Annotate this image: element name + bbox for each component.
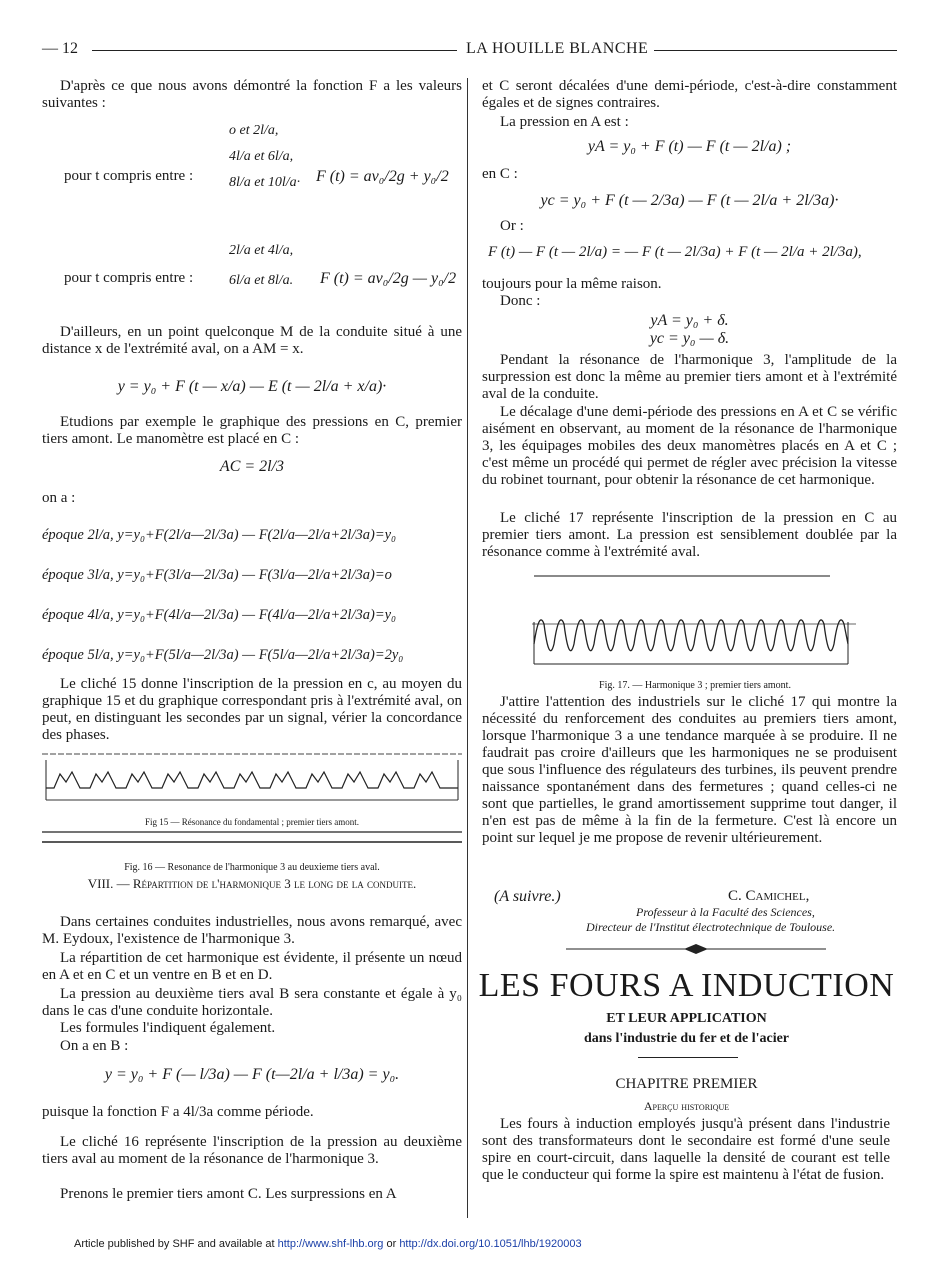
- paragraph: La pression en A est :: [500, 114, 629, 130]
- range: o et 2l/a,: [229, 123, 279, 138]
- paragraph: et C seront décalées d'une demi-période, c'est-à-dire constamment égales et de signes contraires.: [482, 78, 897, 111]
- footer-link-shf[interactable]: http://www.shf-lhb.org: [277, 1238, 384, 1250]
- paragraph: Or :: [500, 218, 524, 234]
- ornament-divider: [566, 942, 826, 956]
- epoch-equation: époque 4l/a, y=y₀+F(4l/a—2l/3a) — F(4l/a—2l/a+2l/3a)=y₀: [42, 607, 397, 623]
- chapter-subtitle: Aperçu historique: [643, 1099, 730, 1113]
- paragraph: Dans certaines conduites industrielles, nous avons remarqué, avec M. Eydoux, l'existence de l'harmonique 3.: [42, 914, 462, 947]
- equation: y = y₀ + F (t — x/a) — E (t — 2l/a + x/a)·: [117, 378, 387, 395]
- footer-or: or: [383, 1238, 400, 1250]
- footer: [74, 1238, 874, 1250]
- paragraph: D'ailleurs, en un point quelconque M de la conduite situé à une distance x de l'extrémité aval, on a AM = x.: [42, 324, 462, 357]
- equation: F (t) = av₀/2g — y₀/2: [320, 270, 457, 287]
- case-label: pour t compris entre :: [64, 168, 194, 184]
- case-label: pour t compris entre :: [64, 270, 194, 286]
- footer-link-doi[interactable]: http://dx.doi.org/10.1051/lhb/1920003: [399, 1238, 582, 1250]
- article-subtitle: ET LEUR APPLICATION: [606, 1011, 767, 1026]
- paragraph: Le décalage d'une demi-période des pressions en A et C se vérific aisément en observant, au moment de la résonance de l'harmonique 3, les équipages mobiles des deux manomètres placés en A et C ; c'est même un procédé qui permet de régler avec précision la vitesse du robinet tournant, pour obtenir la résonance de cet harmonique.: [482, 404, 897, 488]
- paragraph: Prenons le premier tiers amont C. Les surpressions en A: [60, 1186, 397, 1202]
- paragraph: On a en B :: [60, 1038, 129, 1054]
- equation: yA = y₀ + δ.: [650, 312, 729, 329]
- figure-15: [42, 752, 462, 807]
- figure-caption: Fig. 17. — Harmonique 3 ; premier tiers amont.: [599, 680, 791, 691]
- paragraph: D'après ce que nous avons démontré la fonction F a les valeurs suivantes :: [42, 78, 462, 111]
- chapter-title: CHAPITRE PREMIER: [615, 1076, 758, 1092]
- equation: yc = y₀ — δ.: [649, 330, 730, 347]
- journal-title: LA HOUILLE BLANCHE: [466, 40, 649, 57]
- paragraph: La répartition de cet harmonique est évidente, il présente un nœud en A et en C et un ventre en B et en D.: [42, 950, 462, 983]
- paragraph: en C :: [482, 166, 518, 182]
- equation: F (t) = av₀/2g + y₀/2: [316, 168, 449, 185]
- case-ranges: [229, 236, 293, 296]
- a-suivre: (A suivre.): [494, 888, 561, 905]
- paragraph: J'attire l'attention des industriels sur le cliché 17 qui montre la nécessité du renforcement des conduites au premiers tiers amont, lorsque l'harmonique 3 a une tendance marquée à se produire. Il ne faudrait pas croire d'ailleurs que les harmoniques ne se produisent que sous l'influence des régulateurs des turbines, ils peuvent prendre naissance spontanément dans des fermetures ; quand celles-ci ne sont que partielles, le grand amortissement supprime tout danger, il n'en est pas de même à la fin de la fermeture. C'est là encore un point sur lequel je me propose de revenir ultérieurement.: [482, 694, 897, 846]
- equation: F (t) — F (t — 2l/a) = — F (t — 2l/3a) + F (t — 2l/a + 2l/3a),: [488, 244, 862, 260]
- equation: yc = y₀ + F (t — 2/3a) — F (t — 2l/a + 2l/3a)·: [540, 192, 839, 209]
- divider: [638, 1057, 738, 1058]
- paragraph: Pendant la résonance de l'harmonique 3, l'amplitude de la surpression est donc la même au premier tiers amont et à l'extrémité aval de la conduite.: [482, 352, 897, 402]
- affiliation: Directeur de l'Institut électrotechnique de Toulouse.: [586, 920, 836, 934]
- equation: AC = 2l/3: [219, 458, 285, 475]
- header-rule: [654, 50, 897, 51]
- epoch-list: [42, 515, 467, 675]
- paragraph: puisque la fonction F a 4l/3a comme période.: [42, 1104, 314, 1120]
- paragraph: Les formules l'indiquent également.: [60, 1020, 276, 1036]
- footer-text: Article published by SHF and available at: [74, 1238, 278, 1250]
- case-ranges: [229, 118, 300, 196]
- range: 4l/a et 6l/a,: [229, 149, 294, 164]
- function-cases: [64, 118, 464, 318]
- column-separator: [467, 78, 468, 1218]
- paragraph: Le cliché 15 donne l'inscription de la pression en c, au moyen du graphique 15 et du graphique correspondant pris à l'extrémité aval, on peut, en distinguant les secondes par un signal, vérier la concordance des phases.: [42, 676, 462, 743]
- paragraph: Le cliché 16 représente l'inscription de la pression au deuxième tiers aval au moment de la résonance de l'harmonique 3.: [42, 1134, 462, 1167]
- range: 2l/a et 4l/a,: [229, 243, 294, 258]
- range: 8l/a et 10l/a·: [229, 175, 301, 190]
- paragraph: Le cliché 17 représente l'inscription de la pression en C au premier tiers amont. La pression est sensiblement doublée par la résonance comme à l'extrémité aval.: [482, 510, 897, 560]
- paragraph: toujours pour la même raison.: [482, 276, 662, 292]
- figure-17: [530, 568, 860, 668]
- figure-caption: Fig 15 — Résonance du fondamental ; premier tiers amont.: [145, 817, 359, 827]
- header-rule: [92, 50, 457, 51]
- paragraph: Les fours à induction employés jusqu'à présent dans l'industrie sont des transformateurs dont le secondaire est formé d'une seule spire en court-circuit, dans laquelle la densité de courant est telle que le conducteur qui forme la spire est maintenu à l'état de fusion.: [482, 1116, 890, 1183]
- equation: yA = y₀ + F (t) — F (t — 2l/a) ;: [587, 138, 792, 155]
- paragraph: Etudions par exemple le graphique des pressions en C, premier tiers amont. Le manomètre est placé en C :: [42, 414, 462, 447]
- section-title: VIII. — Répartition de l'harmonique 3 le long de la conduite.: [87, 876, 417, 891]
- paragraph: La pression au deuxième tiers aval B sera constante et égale à y₀ dans le cas d'une conduite horizontale.: [42, 986, 462, 1019]
- figure-caption: Fig. 16 — Resonance de l'harmonique 3 au deuxieme tiers aval.: [124, 862, 380, 873]
- range: 6l/a et 8l/a.: [229, 273, 294, 288]
- affiliation: Professeur à la Faculté des Sciences,: [636, 905, 815, 919]
- paragraph: Donc :: [500, 293, 541, 309]
- paragraph: on a :: [42, 490, 76, 506]
- epoch-equation: époque 2l/a, y=y₀+F(2l/a—2l/3a) — F(2l/a—2l/a+2l/3a)=y₀: [42, 527, 397, 543]
- figure-16: [42, 826, 462, 848]
- author: C. Camichel,: [728, 888, 810, 904]
- epoch-equation: époque 5l/a, y=y₀+F(5l/a—2l/3a) — F(5l/a—2l/a+2l/3a)=2y₀: [42, 647, 404, 663]
- article-subtitle: dans l'industrie du fer et de l'acier: [583, 1031, 790, 1046]
- page-header: [42, 40, 897, 62]
- epoch-equation: époque 3l/a, y=y₀+F(3l/a—2l/3a) — F(3l/a—2l/a+2l/3a)=o: [42, 567, 392, 583]
- equation: y = y₀ + F (— l/3a) — F (t—2l/a + l/3a) = y₀.: [104, 1066, 400, 1083]
- page-number: — 12: [42, 40, 78, 57]
- article-title: LES FOURS A INDUCTION: [478, 967, 895, 1004]
